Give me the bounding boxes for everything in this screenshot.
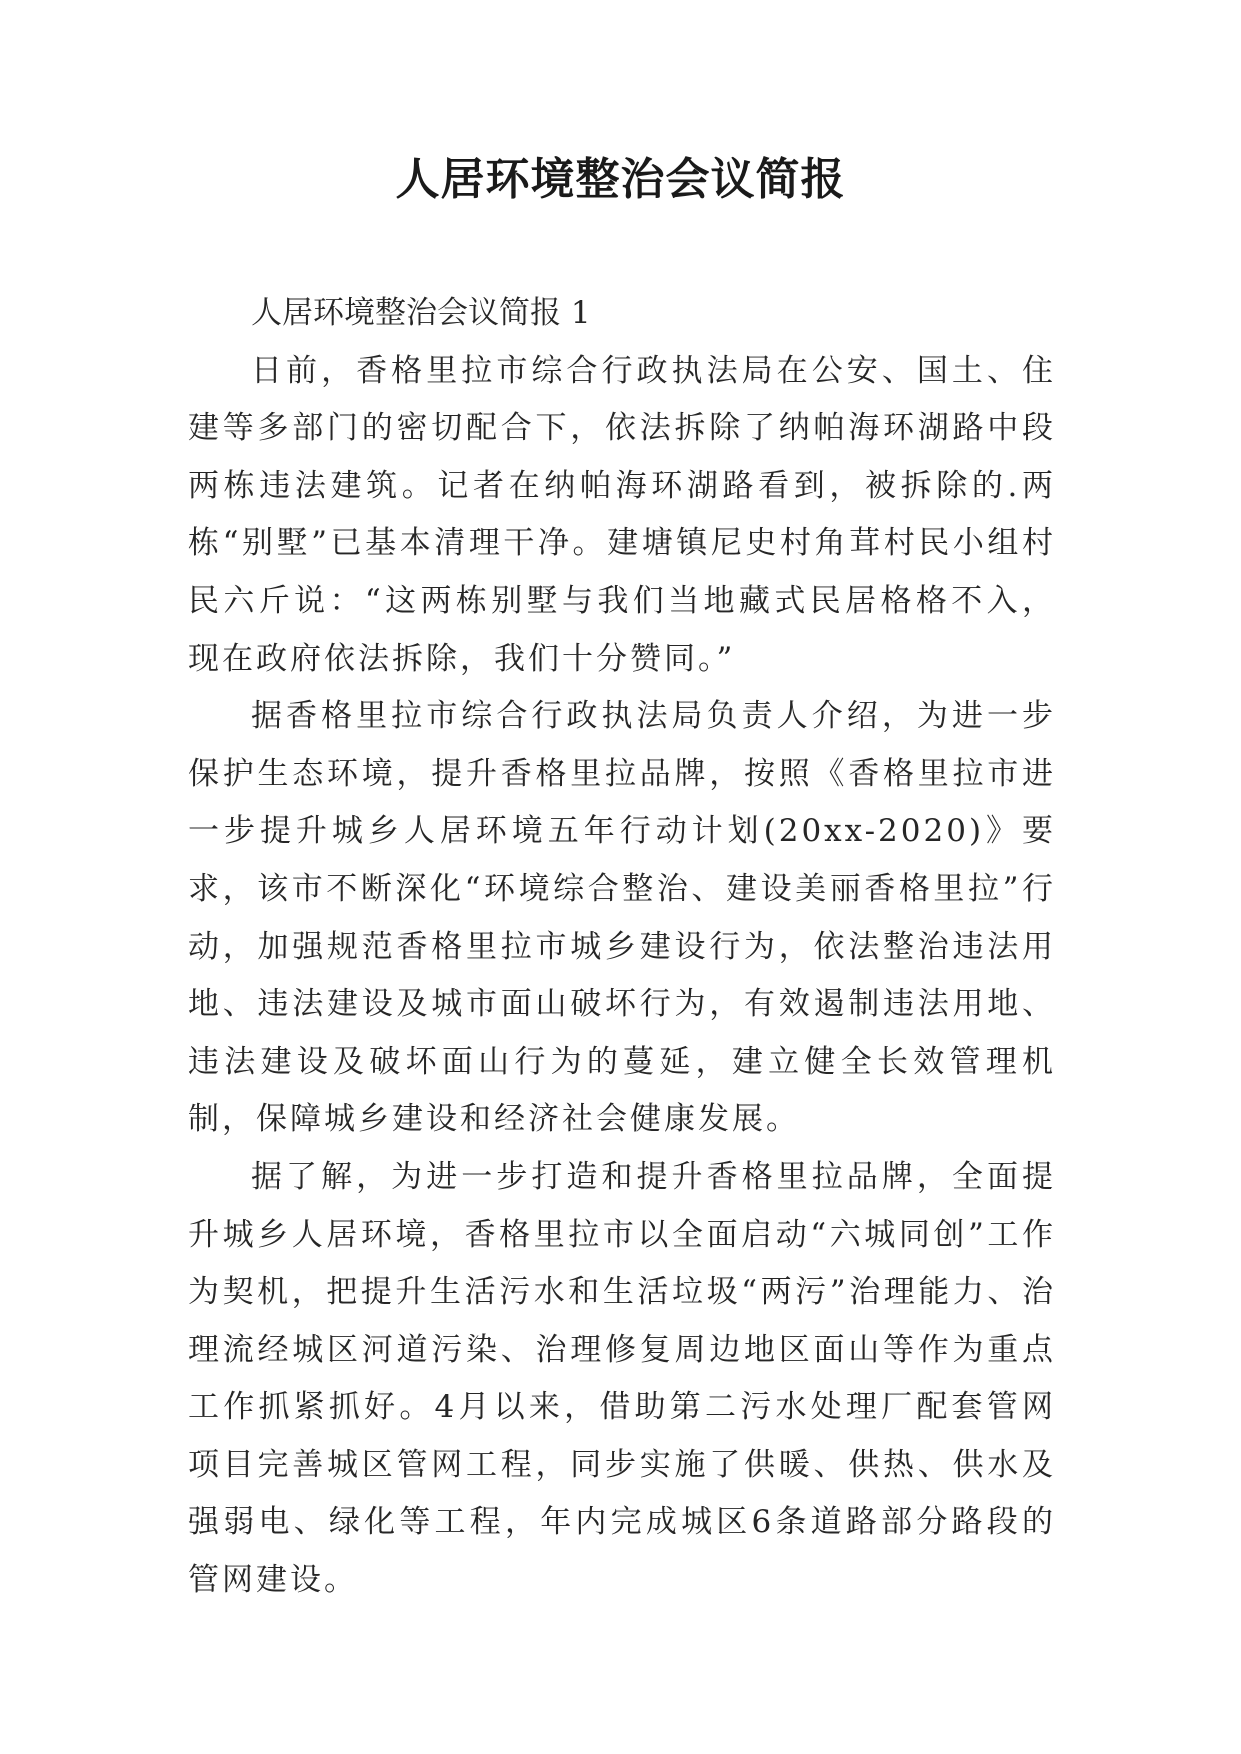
paragraph-2: 据香格里拉市综合行政执法局负责人介绍，为进一步保护生态环境，提升香格里拉品牌，按照《香格里拉市进一步提升城乡人居环境五年行动计划(20xx-2020)》要求，该市不断深化“环境综合整治、建设美丽香格里拉”行动，加强规范香格里拉市城乡建设行为，依法整治违法用地、违法建设及城市面山破坏行为，有效遏制违法用地、违法建设及破坏面山行为的蔓延，建立健全长效管理机制，保障城乡建设和经济社会健康发展。 [188, 698, 1056, 1138]
paragraph-1: 日前，香格里拉市综合行政执法局在公安、国土、住建等多部门的密切配合下，依法拆除了纳帕海环湖路中段两栋违法建筑。记者在纳帕海环湖路看到，被拆除的.两栋“别墅”已基本清理干净。建塘镇尼史村角茸村民小组村民六斤说：“这两栋别墅与我们当地藏式民居格格不入，现在政府依法拆除，我们十分赞同。” [188, 352, 1056, 677]
paragraph-3: 据了解，为进一步打造和提升香格里拉品牌，全面提升城乡人居环境，香格里拉市以全面启动“六城同创”工作为契机，把提升生活污水和生活垃圾“两污”治理能力、治理流经城区河道污染、治理修复周边地区面山等作为重点工作抓紧抓好。4月以来，借助第二污水处理厂配套管网项目完善城区管网工程，同步实施了供暖、供热、供水及强弱电、绿化等工程，年内完成城区6条道路部分路段的管网建设。 [188, 1158, 1056, 1599]
section-heading: 人居环境整治会议简报 1 [251, 295, 591, 331]
document-title: 人居环境整治会议简报 [395, 154, 846, 205]
document-body [188, 285, 1056, 1610]
